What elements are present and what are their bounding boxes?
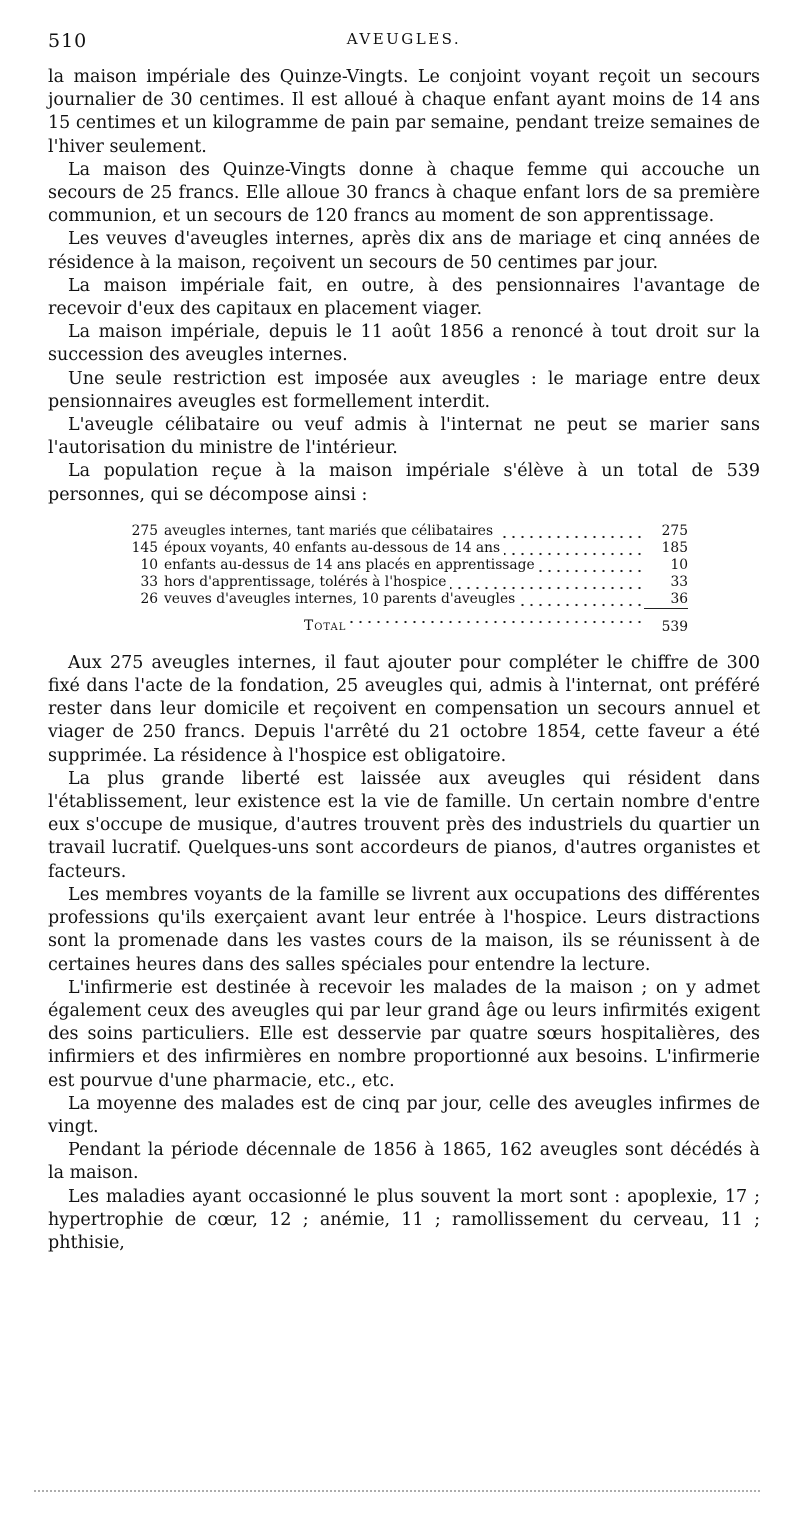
total-value: 539: [644, 608, 688, 636]
paragraph: Pendant la période décennale de 1856 à 1865, 162 aveugles sont décédés à la maison.: [48, 1140, 760, 1184]
paragraph: Les veuves d'aveugles internes, après dix ans de mariage et cinq années de résidence à la maison, reçoivent un secours de 50 centimes par jour.: [48, 229, 760, 273]
population-table: [128, 523, 688, 636]
paragraph: La plus grande liberté est laissée aux aveugles qui résident dans l'établissement, leur existence est la vie de famille. Un certain nombre d'entre eux s'occupe de musique, d'autres trouvent près des industriels du quartier un travail lucratif. Quelques-uns sont accordeurs de pianos, d'autres organistes et facteurs.: [48, 768, 760, 882]
row-count: 33: [140, 573, 158, 590]
footer-rule: [34, 1490, 760, 1494]
paragraph: Les membres voyants de la famille se livrent aux occupations des différentes professions qu'ils exerçaient avant leur entrée à l'hospice. Leurs distractions sont la promenade dans les vastes cours de la maison, ils se réunissent à de certaines heures dans des salles spéciales pour entendre la lecture.: [48, 884, 760, 975]
paragraph: La population reçue à la maison impériale s'élève à un total de 539 personnes, qui se décompose ainsi :: [48, 461, 760, 505]
paragraph: La maison impériale, depuis le 11 août 1856 a renoncé à tout droit sur la succession des aveugles internes.: [48, 322, 760, 366]
body-text: [48, 66, 760, 1255]
row-value: 36: [670, 590, 688, 607]
row-label: époux voyants, 40 enfants au-dessous de 14 ans: [164, 540, 504, 556]
table-row: [128, 591, 688, 609]
total-label: Total: [164, 618, 350, 634]
row-value: 10: [670, 556, 688, 573]
paragraph: Les maladies ayant occasionné le plus souvent la mort sont : apoplexie, 17 ; hypertrophie de cœur, 12 ; anémie, 11 ; ramollissement du cerveau, 11 ; phthisie,: [48, 1186, 760, 1253]
row-count: 10: [140, 556, 158, 573]
row-label: enfants au-dessus de 14 ans placés en apprentissage: [164, 557, 539, 573]
row-count: 275: [131, 522, 158, 539]
paragraph: La maison impériale fait, en outre, à des pensionnaires l'avantage de recevoir d'eux des capitaux en placement viager.: [48, 275, 760, 320]
table-row: [128, 574, 688, 591]
row-label: veuves d'aveugles internes, 10 parents d'aveugles: [164, 591, 519, 607]
row-value: 185: [661, 539, 688, 556]
paragraph: L'infirmerie est destinée à recevoir les malades de la maison ; on y admet également ceux des aveugles qui par leur grand âge ou leurs infirmités exigent des soins particuliers. Elle est desservie par quatre sœurs hospitalières, des infirmiers et des infirmières en nombre proportionné aux besoins. L'infirmerie est pourvue d'une pharmacie, etc., etc.: [48, 977, 760, 1091]
paragraph: Aux 275 aveugles internes, il faut ajouter pour compléter le chiffre de 300 fixé dans l'acte de la fondation, 25 aveugles qui, admis à l'internat, ont préféré rester dans leur domicile et reçoivent en compensation un secours annuel et viager de 250 francs. Depuis l'arrêté du 21 octobre 1854, cette faveur a été supprimée. La résidence à l'hospice est obligatoire.: [48, 652, 760, 766]
table-row: [128, 540, 688, 557]
page-number: 510: [48, 30, 88, 52]
page-header: [48, 30, 760, 54]
total-row: [128, 608, 688, 636]
table-row: [128, 523, 688, 540]
paragraph: Une seule restriction est imposée aux aveugles : le mariage entre deux pensionnaires aveugles est formellement interdit.: [48, 368, 760, 412]
row-count: 145: [131, 539, 158, 556]
row-label: hors d'apprentissage, tolérés à l'hospice: [164, 574, 450, 590]
row-label: aveugles internes, tant mariés que célibataires: [164, 523, 497, 539]
row-value: 33: [670, 573, 688, 590]
row-count: 26: [140, 590, 158, 607]
running-head: AVEUGLES.: [346, 30, 462, 48]
paragraph: la maison impériale des Quinze-Vingts. Le conjoint voyant reçoit un secours journalier de 30 centimes. Il est alloué à chaque enfant ayant moins de 14 ans 15 centimes et un kilogramme de pain par semaine, pendant treize semaines de l'hiver seulement.: [48, 67, 760, 157]
paragraph: La maison des Quinze-Vingts donne à chaque femme qui accouche un secours de 25 francs. Elle alloue 30 francs à chaque enfant lors de sa première communion, et un secours de 120 francs au moment de son apprentissage.: [48, 159, 760, 227]
table-row: [128, 557, 688, 574]
paragraph: La moyenne des malades est de cinq par jour, celle des aveugles infirmes de vingt.: [48, 1093, 760, 1137]
paragraph: L'aveugle célibataire ou veuf admis à l'internat ne peut se marier sans l'autorisation du ministre de l'intérieur.: [48, 415, 760, 459]
row-value: 275: [661, 522, 688, 539]
